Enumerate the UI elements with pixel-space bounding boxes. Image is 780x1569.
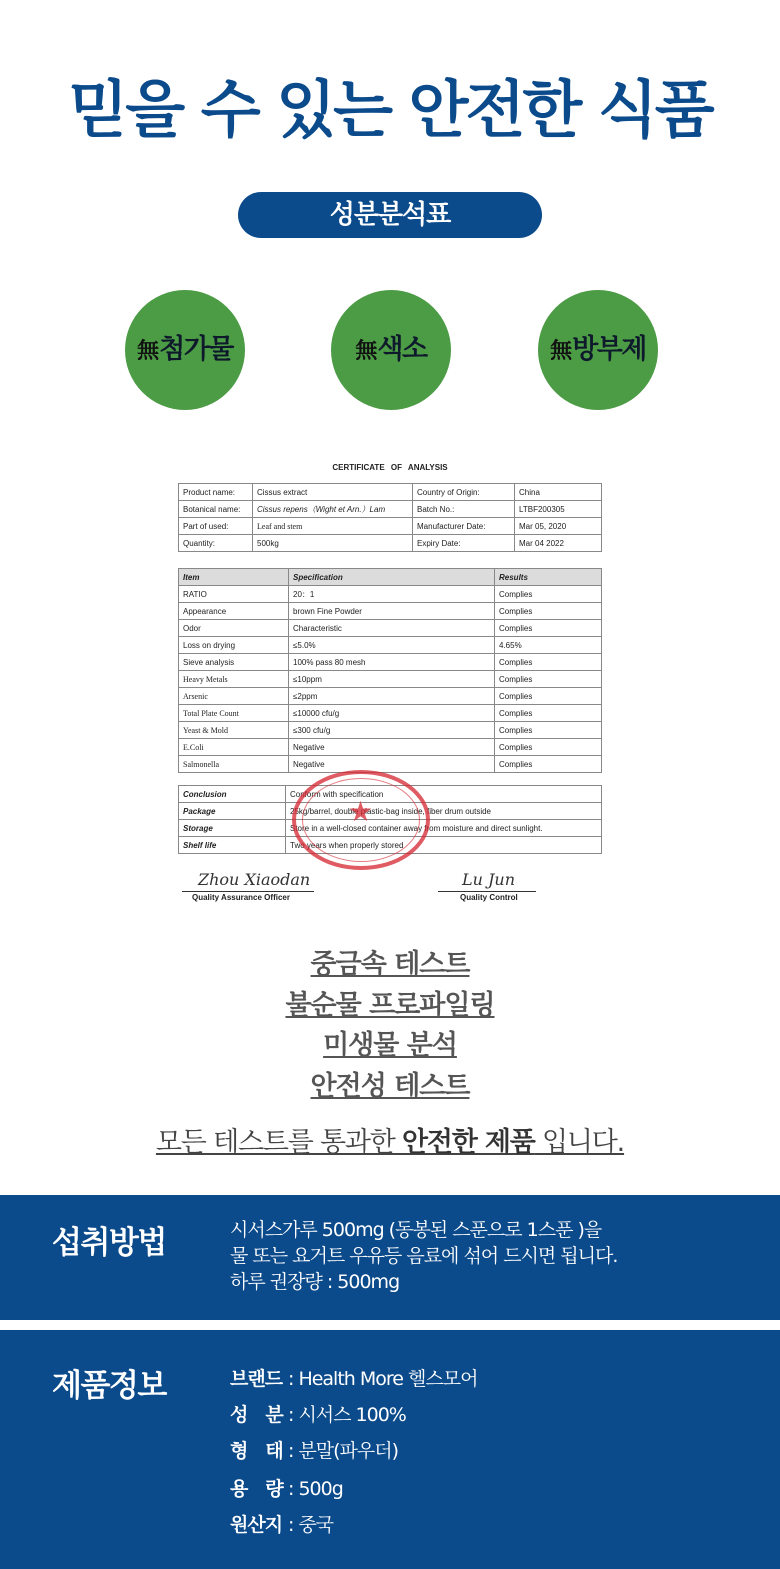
test-result: Complies xyxy=(495,586,602,603)
intake-line: 물 또는 요거트 우유등 음료에 섞어 드시면 됩니다. xyxy=(230,1245,618,1267)
info-value: : 중국 xyxy=(288,1514,334,1536)
test-result: Complies xyxy=(495,603,602,620)
info-label: 브랜드 xyxy=(230,1368,283,1390)
info-value: Cissus repens（Wight et Arn.）Lam xyxy=(253,501,413,518)
table-header-row xyxy=(179,569,602,586)
info-value: Mar 04 2022 xyxy=(515,535,602,552)
info-row-capacity xyxy=(230,1474,343,1501)
table-row xyxy=(179,756,602,773)
no-additives-badge xyxy=(125,290,245,410)
test-result: Complies xyxy=(495,722,602,739)
conclusion-key: Conclusion xyxy=(179,786,286,803)
test-spec: 20：1 xyxy=(289,586,495,603)
test-item: Total Plate Count xyxy=(179,705,289,722)
test-item: RATIO xyxy=(179,586,289,603)
signature-line-right xyxy=(438,891,536,892)
test-item: Appearance xyxy=(179,603,289,620)
signature-line-left xyxy=(182,891,314,892)
no-preservatives-badge xyxy=(538,290,658,410)
column-header: Specification xyxy=(289,569,495,586)
test-result: Complies xyxy=(495,705,602,722)
analysis-table-badge: 성분분석표 xyxy=(238,192,542,238)
info-key: Botanical name: xyxy=(179,501,253,518)
test-result: Complies xyxy=(495,688,602,705)
intake-line: 시서스가루 500mg (동봉된 스푼으로 1스푼 )을 xyxy=(230,1219,602,1241)
test-item: E.Coli xyxy=(179,739,289,756)
test-spec: ≤10ppm xyxy=(289,671,495,688)
signature-role-left: Quality Assurance Officer xyxy=(192,893,290,902)
info-value: China xyxy=(515,484,602,501)
no-coloring-badge xyxy=(331,290,451,410)
certificate-title: CERTIFICATE OF ANALYSIS xyxy=(332,463,448,472)
info-row-ingredient xyxy=(230,1400,406,1427)
test-spec: ≤2ppm xyxy=(289,688,495,705)
info-row-brand xyxy=(230,1364,477,1391)
circle-prefix: 無 xyxy=(137,338,160,364)
page-headline: 믿을 수 있는 안전한 식품 xyxy=(68,73,712,146)
table-row xyxy=(179,620,602,637)
circle-prefix: 無 xyxy=(355,338,378,364)
conclusion-key: Shelf life xyxy=(179,837,286,854)
info-value: : 분말(파우더) xyxy=(288,1440,399,1462)
analysis-results-table xyxy=(178,568,602,773)
conclusion-key: Package xyxy=(179,803,286,820)
pass-statement xyxy=(0,1120,780,1159)
info-value: : 500g xyxy=(288,1478,343,1500)
test-spec: ≤10000 cfu/g xyxy=(289,705,495,722)
circle-prefix: 無 xyxy=(550,338,573,364)
column-header: Results xyxy=(495,569,602,586)
test-spec: brown Fine Powder xyxy=(289,603,495,620)
conclusion-value: Store in a well-closed container away from moisture and direct sunlight. xyxy=(286,820,602,837)
circle-label: 방부제 xyxy=(572,334,646,365)
table-row xyxy=(179,688,602,705)
pass-bold: 안전한 제품 xyxy=(402,1127,535,1158)
signature-left: Zhou Xiaodan xyxy=(198,870,311,889)
info-row-form xyxy=(230,1436,398,1463)
intake-line: 하루 권장량 : 500mg xyxy=(230,1271,400,1293)
circle-label: 색소 xyxy=(377,334,427,365)
column-header: Item xyxy=(179,569,289,586)
test-result: Complies xyxy=(495,739,602,756)
intake-title: 섭취방법 xyxy=(52,1225,166,1261)
conclusion-value: Conform with specification xyxy=(286,786,602,803)
intake-section xyxy=(0,1195,780,1320)
conclusion-key: Storage xyxy=(179,820,286,837)
info-key: Product name: xyxy=(179,484,253,501)
table-row xyxy=(179,603,602,620)
info-value: Mar 05, 2020 xyxy=(515,518,602,535)
table-row xyxy=(179,535,602,552)
test-result: Complies xyxy=(495,620,602,637)
test-result: Complies xyxy=(495,756,602,773)
seal-star-icon: ★ xyxy=(348,795,374,828)
test-item: Arsenic xyxy=(179,688,289,705)
test-item: Salmonella xyxy=(179,756,289,773)
test-list xyxy=(0,945,780,1107)
table-row xyxy=(179,739,602,756)
table-row xyxy=(179,705,602,722)
test-impurity-profiling: 불순물 프로파일링 xyxy=(285,989,495,1021)
info-key: Batch No.: xyxy=(413,501,515,518)
product-info-title: 제품정보 xyxy=(52,1368,166,1404)
test-item: Odor xyxy=(179,620,289,637)
table-row xyxy=(179,484,602,501)
circle-label: 첨가물 xyxy=(159,334,233,365)
pass-post: 입니다. xyxy=(534,1127,625,1158)
info-label: 원산지 xyxy=(230,1514,283,1536)
table-row xyxy=(179,654,602,671)
test-result: Complies xyxy=(495,654,602,671)
table-row xyxy=(179,501,602,518)
info-value: Cissus extract xyxy=(253,484,413,501)
test-item: Loss on drying xyxy=(179,637,289,654)
info-key: Quantity: xyxy=(179,535,253,552)
signature-right: Lu Jun xyxy=(462,870,516,889)
test-item: Heavy Metals xyxy=(179,671,289,688)
test-spec: 100% pass 80 mesh xyxy=(289,654,495,671)
info-value: : Health More 헬스모어 xyxy=(288,1368,478,1390)
product-info-section xyxy=(0,1330,780,1569)
test-heavy-metals: 중금속 테스트 xyxy=(310,949,470,980)
info-key: Part of used: xyxy=(179,518,253,535)
test-safety: 안전성 테스트 xyxy=(310,1070,470,1102)
table-row xyxy=(179,518,602,535)
test-spec: ≤300 cfu/g xyxy=(289,722,495,739)
info-label: 용 량 xyxy=(230,1478,283,1500)
info-row-origin xyxy=(230,1510,333,1537)
info-value: 500kg xyxy=(253,535,413,552)
test-spec: Negative xyxy=(289,756,495,773)
test-spec: Negative xyxy=(289,739,495,756)
info-key: Expiry Date: xyxy=(413,535,515,552)
test-result: 4.65% xyxy=(495,637,602,654)
signature-role-right: Quality Control xyxy=(460,893,518,902)
test-item: Sieve analysis xyxy=(179,654,289,671)
product-info-table xyxy=(178,483,602,552)
info-value: Leaf and stem xyxy=(253,518,413,535)
conclusion-value: 25kg/barrel, double plastic-bag inside, fiber drum outside xyxy=(286,803,602,820)
pass-pre: 모든 테스트를 통과한 xyxy=(155,1127,403,1158)
table-row xyxy=(179,722,602,739)
info-value: LTBF200305 xyxy=(515,501,602,518)
test-spec: ≤5.0% xyxy=(289,637,495,654)
table-row xyxy=(179,671,602,688)
test-item: Yeast & Mold xyxy=(179,722,289,739)
intake-instructions xyxy=(230,1217,617,1295)
info-key: Manufacturer Date: xyxy=(413,518,515,535)
table-row xyxy=(179,637,602,654)
table-row xyxy=(179,586,602,603)
test-microbial-analysis: 미생물 분석 xyxy=(323,1030,457,1061)
test-result: Complies xyxy=(495,671,602,688)
info-key: Country of Origin: xyxy=(413,484,515,501)
info-label: 성 분 xyxy=(230,1404,283,1426)
info-label: 형 태 xyxy=(230,1440,283,1462)
info-value: : 시서스 100% xyxy=(288,1404,406,1426)
test-spec: Characteristic xyxy=(289,620,495,637)
conclusion-value: Two years when properly stored xyxy=(286,837,602,854)
